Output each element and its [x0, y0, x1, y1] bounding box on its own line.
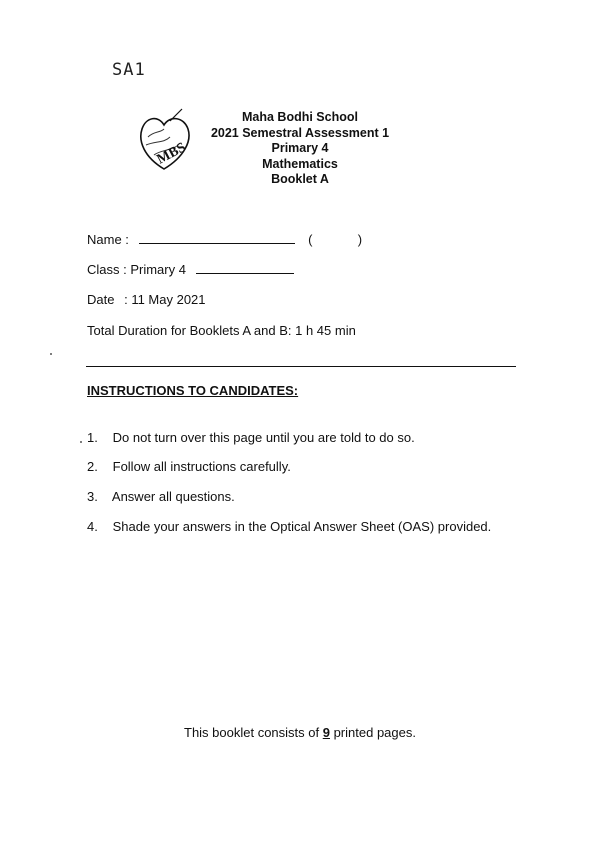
instruction-text: Follow all instructions carefully. [112, 459, 291, 474]
duration-text: Total Duration for Booklets A and B: 1 h 45 min [87, 323, 356, 338]
name-field [87, 232, 362, 247]
divider [86, 366, 516, 367]
instruction-text: Do not turn over this page until you are told to do so. [112, 430, 415, 445]
instruction-number: 1. [87, 430, 98, 445]
instruction-item [87, 430, 415, 445]
date-field [87, 292, 206, 307]
register-paren-open: ( [308, 232, 313, 247]
page-count-suffix: printed pages. [329, 725, 416, 740]
name-blank[interactable] [139, 233, 295, 244]
level: Primary 4 [271, 141, 329, 155]
instruction-text: Shade your answers in the Optical Answer Sheet (OAS) provided. [112, 519, 492, 534]
date-value: : 11 May 2021 [124, 292, 206, 307]
header-block [190, 110, 410, 188]
page-count: 9 [322, 725, 330, 740]
instruction-item [87, 519, 491, 534]
instruction-item [87, 459, 291, 474]
page-count-note [0, 725, 600, 740]
class-label: Class : Primary 4 [87, 262, 186, 277]
register-paren-close: ) [357, 232, 363, 247]
class-blank[interactable] [196, 263, 294, 274]
instruction-item [87, 489, 235, 504]
instruction-number: 3. [87, 489, 98, 504]
instruction-number: 4. [87, 519, 98, 534]
subject: Mathematics [262, 156, 338, 171]
date-label: Date [87, 292, 115, 307]
instruction-text: Answer all questions. [111, 489, 235, 504]
logo-text: MBS [154, 140, 189, 168]
scan-dot [50, 353, 52, 355]
page-count-prefix: This booklet consists of [184, 725, 323, 740]
class-field [87, 262, 294, 277]
name-label: Name : [87, 232, 129, 247]
assessment-title: 2021 Semestral Assessment 1 [210, 125, 390, 140]
handwritten-note: SA1 [112, 60, 146, 80]
school-crest-icon [134, 107, 194, 173]
scan-dot [80, 441, 82, 443]
instruction-number: 2. [87, 459, 98, 474]
school-name: Maha Bodhi School [242, 110, 358, 124]
instructions-title: INSTRUCTIONS TO CANDIDATES: [87, 383, 299, 398]
booklet: Booklet A [271, 172, 329, 186]
